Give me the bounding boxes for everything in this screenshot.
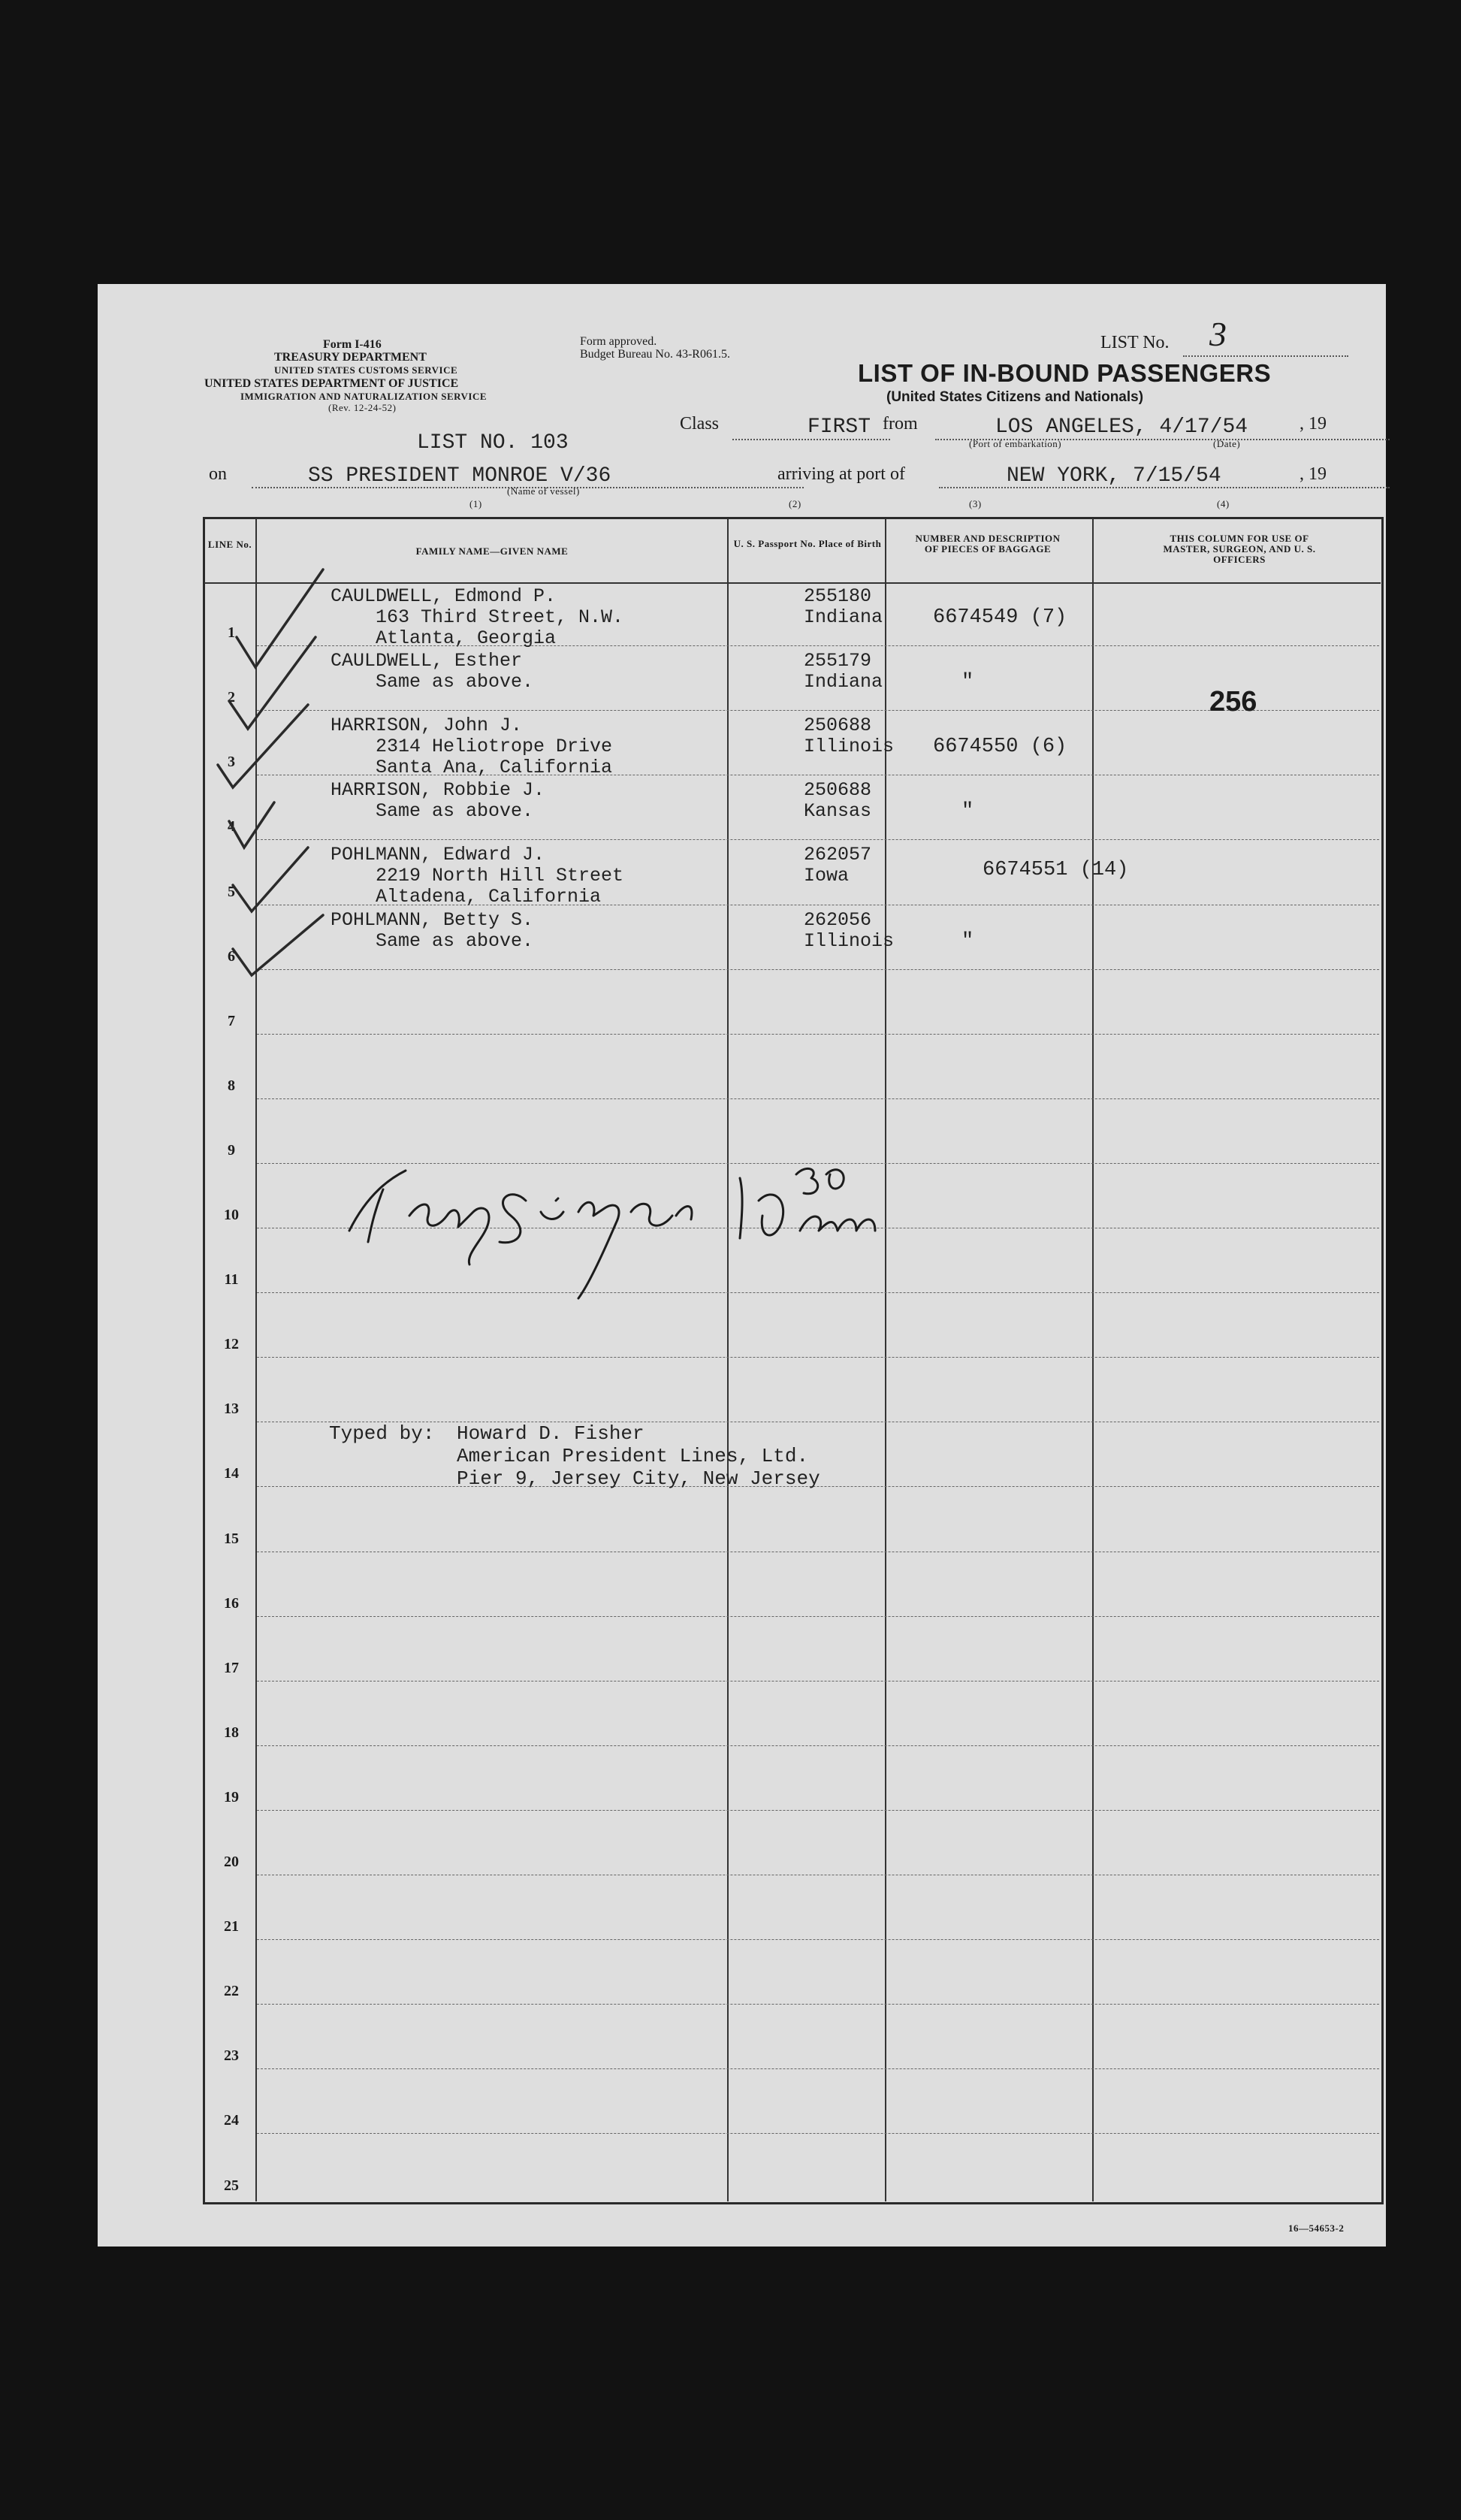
caption-1: (1) <box>469 498 482 509</box>
line-number: 10 <box>224 1207 239 1223</box>
line-number: 3 <box>228 754 235 771</box>
passenger-address: 163 Third Street, N.W. <box>376 606 624 628</box>
header-divider <box>204 582 1381 584</box>
passport-number: 262057 <box>804 844 872 866</box>
list-no-typed: LIST NO. 103 <box>417 431 569 455</box>
footer-code: 16—54653-2 <box>1288 2222 1345 2234</box>
baggage-description: 6674550 (6) <box>933 736 1067 759</box>
passenger-address: Atlanta, Georgia <box>376 627 557 649</box>
row-divider <box>257 1939 1379 1940</box>
passenger-address: Altadena, California <box>376 886 602 908</box>
place-of-birth: Kansas <box>804 800 872 823</box>
date-caption: (Date) <box>1213 438 1241 449</box>
check-mark-icon <box>218 705 308 787</box>
form-approved: Form approved. <box>580 335 657 348</box>
row-divider <box>257 969 1379 970</box>
year-suffix: , 19 <box>1300 414 1327 434</box>
budget-bureau: Budget Bureau No. 43-R061.5. <box>580 348 730 361</box>
line-number: 18 <box>224 1724 239 1741</box>
on-label: on <box>209 464 227 484</box>
dept-treasury: TREASURY DEPARTMENT <box>274 351 427 364</box>
class-line <box>732 439 890 440</box>
header-baggage: NUMBER AND DESCRIPTION OF PIECES OF BAGGAGE <box>915 533 1061 554</box>
from-label: from <box>883 414 918 434</box>
line-number: 16 <box>224 1594 239 1612</box>
check-mark-icon <box>229 802 274 848</box>
baggage-description: " <box>961 929 974 953</box>
check-mark-icon <box>233 848 308 911</box>
port-embark-caption: (Port of embarkation) <box>969 438 1062 449</box>
line-number: 17 <box>224 1659 239 1676</box>
place-of-birth: Indiana <box>804 671 883 693</box>
check-mark-icon <box>233 915 323 975</box>
caption-2: (2) <box>789 498 801 509</box>
dept-treasury-sub: UNITED STATES CUSTOMS SERVICE <box>274 364 458 376</box>
passenger-name: POHLMANN, Betty S. <box>331 908 534 931</box>
line-number: 24 <box>224 2112 239 2129</box>
line-number: 1 <box>228 624 235 642</box>
row-divider <box>257 1681 1379 1682</box>
line-number: 14 <box>224 1465 239 1482</box>
dept-justice: UNITED STATES DEPARTMENT OF JUSTICE <box>204 377 459 390</box>
header-name: FAMILY NAME—GIVEN NAME <box>415 545 569 557</box>
row-divider <box>257 1357 1379 1358</box>
line-number: 5 <box>228 883 235 900</box>
passenger-address: Same as above. <box>376 929 534 952</box>
passport-number: 250688 <box>804 779 872 802</box>
line-number: 22 <box>224 1983 239 2000</box>
passenger-name: HARRISON, John J. <box>331 715 523 737</box>
revision: (Rev. 12-24-52) <box>328 402 397 413</box>
baggage-description: 6674549 (7) <box>933 606 1067 629</box>
from-value: LOS ANGELES, 4/17/54 <box>995 415 1248 439</box>
row-divider <box>257 2133 1379 2134</box>
place-of-birth: Indiana <box>804 606 883 628</box>
passport-number: 250688 <box>804 715 872 737</box>
line-number: 23 <box>224 2047 239 2065</box>
page-subtitle: (United States Citizens and Nationals) <box>886 389 1144 405</box>
header-line-no: LINE No. <box>207 539 252 550</box>
list-no-line <box>1183 355 1348 357</box>
class-value: FIRST <box>807 415 871 439</box>
col-divider <box>885 518 886 2201</box>
row-divider <box>257 1098 1379 1099</box>
line-number: 6 <box>228 947 235 965</box>
line-number: 20 <box>224 1854 239 1870</box>
passenger-address: Same as above. <box>376 671 534 693</box>
row-divider <box>257 839 1379 840</box>
line-number: 13 <box>224 1401 239 1418</box>
class-label: Class <box>680 414 720 434</box>
dept-justice-sub: IMMIGRATION AND NATURALIZATION SERVICE <box>240 391 488 402</box>
page-title: LIST OF IN-BOUND PASSENGERS <box>858 359 1272 387</box>
col-divider <box>1092 518 1094 2201</box>
line-number: 9 <box>228 1141 235 1159</box>
baggage-description: " <box>961 800 974 823</box>
line-number: 4 <box>228 818 235 835</box>
passenger-address: Same as above. <box>376 800 534 823</box>
list-no-label: LIST No. <box>1100 333 1170 352</box>
line-number: 2 <box>228 689 235 706</box>
place-of-birth: Illinois <box>804 736 895 758</box>
place-of-birth: Iowa <box>804 865 850 887</box>
passenger-address: Santa Ana, California <box>376 757 613 779</box>
line-number: 7 <box>228 1012 235 1029</box>
row-divider <box>257 1810 1379 1811</box>
line-number: 15 <box>224 1530 239 1547</box>
year-suffix-2: , 19 <box>1300 464 1327 484</box>
passenger-name: CAULDWELL, Edmond P. <box>331 585 557 607</box>
line-number: 8 <box>228 1077 235 1094</box>
manifest-sheet <box>98 284 1386 2247</box>
passenger-name: POHLMANN, Edward J. <box>331 844 545 866</box>
baggage-description: 6674551 (14) <box>983 859 1129 882</box>
row-divider <box>257 1034 1379 1035</box>
arriving-value: NEW YORK, 7/15/54 <box>1007 464 1221 488</box>
arriving-line <box>939 487 1390 488</box>
col-divider <box>727 518 729 2201</box>
line-number: 11 <box>224 1271 239 1289</box>
line-number: 21 <box>224 1918 239 1935</box>
typed-by-label: Typed by: <box>329 1422 435 1445</box>
passenger-address: 2219 North Hill Street <box>376 865 624 887</box>
passenger-address: 2314 Heliotrope Drive <box>376 736 613 758</box>
typed-by-line: Pier 9, Jersey City, New Jersey <box>457 1467 820 1490</box>
line-number: 12 <box>224 1336 239 1353</box>
line-number: 25 <box>224 2177 239 2194</box>
check-mark-icon <box>237 570 323 667</box>
inspector-signature <box>331 1118 946 1313</box>
passenger-name: CAULDWELL, Esther <box>331 650 523 672</box>
row-divider <box>257 1616 1379 1617</box>
vessel-caption: (Name of vessel) <box>507 485 580 497</box>
line-number: 19 <box>224 1788 239 1805</box>
caption-4: (4) <box>1217 498 1230 509</box>
form-number: Form I-416 <box>323 338 382 351</box>
check-marks <box>210 532 361 1043</box>
header-passport: U. S. Passport No. Place of Birth <box>733 538 882 549</box>
typed-by-line: American President Lines, Ltd. <box>457 1445 809 1467</box>
passenger-name: HARRISON, Robbie J. <box>331 779 545 802</box>
check-mark-icon <box>229 637 315 729</box>
row-divider <box>257 1745 1379 1746</box>
vessel-value: SS PRESIDENT MONROE V/36 <box>308 464 611 488</box>
header-officers: THIS COLUMN FOR USE OF MASTER, SURGEON, AND U. S. OFFICERS <box>1163 533 1316 565</box>
typed-by-line: Howard D. Fisher <box>457 1422 644 1445</box>
arriving-label: arriving at port of <box>777 464 905 484</box>
passport-number: 255180 <box>804 585 872 607</box>
row-divider <box>257 2068 1379 2069</box>
officer-note: 256 <box>1209 686 1257 718</box>
list-no-handwritten: 3 <box>1209 315 1227 353</box>
caption-3: (3) <box>969 498 982 509</box>
passport-number: 262056 <box>804 908 872 931</box>
passport-number: 255179 <box>804 650 872 672</box>
row-divider <box>257 2004 1379 2005</box>
place-of-birth: Illinois <box>804 929 895 952</box>
baggage-description: " <box>961 671 974 694</box>
